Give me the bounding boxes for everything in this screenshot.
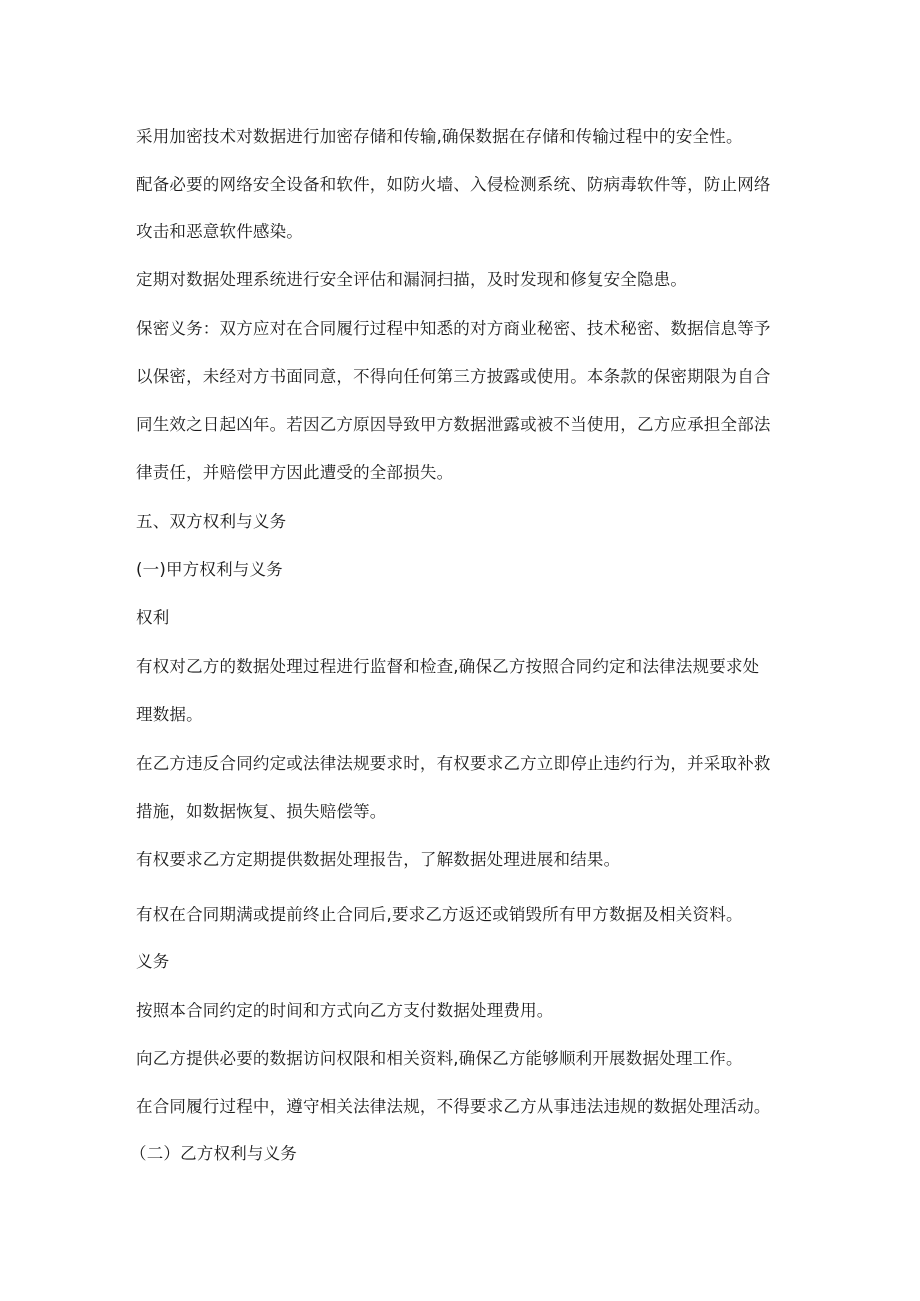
paragraph-line: 定期对数据处理系统进行安全评估和漏洞扫描，及时发现和修复安全隐患。 <box>136 270 688 289</box>
paragraph-line: 攻击和恶意软件感染。 <box>136 222 303 241</box>
subheading-rights: 权利 <box>136 608 170 627</box>
paragraph-line: 向乙方提供必要的数据访问权限和相关资料,确保乙方能够顺利开展数据处理工作。 <box>136 1049 743 1068</box>
paragraph-line: 理数据。 <box>136 705 203 724</box>
paragraph-line: 按照本合同约定的时间和方式向乙方支付数据处理费用。 <box>136 1001 554 1020</box>
paragraph-line: 有权要求乙方定期提供数据处理报告，了解数据处理进展和结果。 <box>136 850 621 869</box>
paragraph-line: 同生效之日起凶年。若因乙方原因导致甲方数据泄露或被不当使用，乙方应承担全部法 <box>136 415 771 434</box>
paragraph-line: 有权在合同期满或提前终止合同后,要求乙方返还或销毁所有甲方数据及相关资料。 <box>136 905 743 924</box>
paragraph-line: 措施，如数据恢复、损失赔偿等。 <box>136 802 387 821</box>
section-heading: 五、双方权利与义务 <box>136 512 287 531</box>
paragraph-line: 以保密，未经对方书面同意，不得向任何第三方披露或使用。本条款的保密期限为自合 <box>136 367 771 386</box>
subheading-obligations: 义务 <box>136 952 170 971</box>
paragraph-line: 律责任，并赔偿甲方因此遭受的全部损失。 <box>136 463 454 482</box>
paragraph-line: 保密义务：双方应对在合同履行过程中知悉的对方商业秘密、技术秘密、数据信息等予 <box>136 319 771 338</box>
paragraph-line: 配备必要的网络安全设备和软件，如防火墙、入侵检测系统、防病毒软件等，防止网络 <box>136 175 771 194</box>
subsection-heading: （二）乙方权利与义务 <box>130 1144 297 1163</box>
paragraph-line: 在乙方违反合同约定或法律法规要求时，有权要求乙方立即停止违约行为，并采取补救 <box>136 754 771 773</box>
paragraph-line: 在合同履行过程中，遵守相关法律法规，不得要求乙方从事违法违规的数据处理活动。 <box>136 1097 771 1116</box>
subsection-heading: (一)甲方权利与义务 <box>136 560 283 579</box>
paragraph-line: 采用加密技术对数据进行加密存储和传输,确保数据在存储和传输过程中的安全性。 <box>136 127 743 146</box>
paragraph-line: 有权对乙方的数据处理过程进行监督和检查,确保乙方按照合同约定和法律法规要求处 <box>136 657 760 676</box>
